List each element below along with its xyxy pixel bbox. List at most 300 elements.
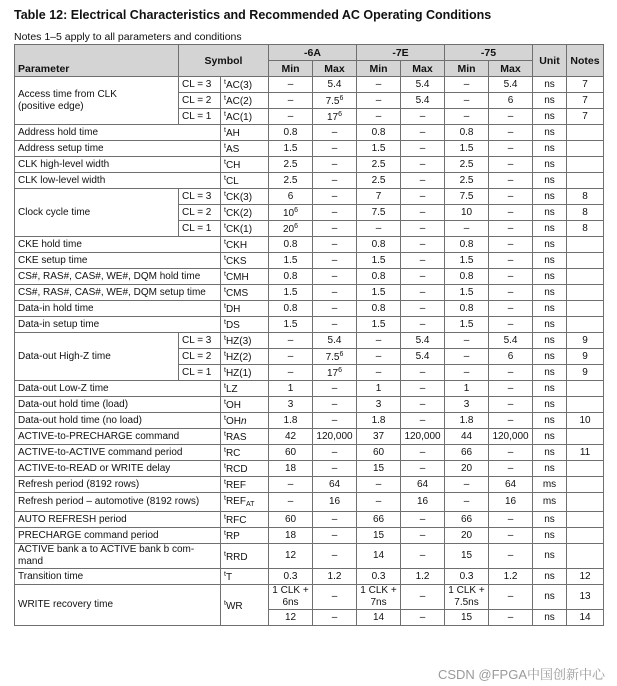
value-cell: – <box>357 493 401 512</box>
parameter-cell <box>15 544 221 569</box>
unit-cell: ns <box>533 189 567 205</box>
notes-cell <box>567 528 604 544</box>
symbol-cell: $^t$REF <box>221 477 269 493</box>
symbol-cell: $^t$WR <box>221 585 269 626</box>
notes-cell: 7 <box>567 93 604 109</box>
table-row <box>15 189 604 205</box>
parameter-cell: CLK low-level width <box>15 173 221 189</box>
parameter-cell: Transition time <box>15 569 221 585</box>
value-cell: 16 <box>489 493 533 512</box>
value-cell: 5.4 <box>489 77 533 93</box>
symbol-cell: $^t$RCD <box>221 461 269 477</box>
table-row <box>15 333 604 349</box>
cas-latency-cell: CL = 1 <box>179 221 221 237</box>
unit-cell: ns <box>533 445 567 461</box>
value-cell: – <box>489 413 533 429</box>
value-cell: – <box>269 477 313 493</box>
value-cell: – <box>489 157 533 173</box>
value-cell: – <box>445 77 489 93</box>
notes-cell: 9 <box>567 349 604 365</box>
notes-cell: 9 <box>567 365 604 381</box>
value-cell: – <box>489 512 533 528</box>
value-cell: 1.2 <box>313 569 357 585</box>
table-row <box>15 317 604 333</box>
unit-cell: ns <box>533 301 567 317</box>
value-cell: 18 <box>269 528 313 544</box>
unit-cell: ns <box>533 125 567 141</box>
unit-cell: ns <box>533 381 567 397</box>
value-cell: 5.4 <box>401 93 445 109</box>
value-cell: – <box>401 461 445 477</box>
unit-cell: ns <box>533 157 567 173</box>
value-cell: 1.5 <box>357 141 401 157</box>
value-cell: – <box>445 333 489 349</box>
value-cell: – <box>445 493 489 512</box>
value-cell: 18 <box>269 461 313 477</box>
unit-cell: ns <box>533 237 567 253</box>
symbol-cell: $^t$CMS <box>221 285 269 301</box>
parameter-cell: CS#, RAS#, CAS#, WE#, DQM setup time <box>15 285 221 301</box>
footnote-ref: 6 <box>338 111 343 118</box>
value-cell: 1.2 <box>401 569 445 585</box>
value-cell: 15 <box>445 544 489 569</box>
value-cell: – <box>489 141 533 157</box>
table-row <box>15 301 604 317</box>
notes-cell <box>567 461 604 477</box>
value-cell: 2.5 <box>269 173 313 189</box>
value-cell: 15 <box>357 461 401 477</box>
value-line: 7.5ns <box>454 597 479 608</box>
value-cell: 0.8 <box>269 301 313 317</box>
symbol-cell: $^t$AC(3) <box>221 77 269 93</box>
symbol-prefix: t <box>224 383 226 390</box>
value-cell: – <box>489 301 533 317</box>
value-cell: 2.5 <box>269 157 313 173</box>
value-cell: 16 <box>313 493 357 512</box>
parameter-cell: PRECHARGE command period <box>15 528 221 544</box>
symbol-cell: $^t$CK(1) <box>221 221 269 237</box>
value-cell: – <box>313 544 357 569</box>
parameter-cell: WRITE recovery time <box>15 585 221 626</box>
cas-latency-cell: CL = 3 <box>179 189 221 205</box>
electrical-characteristics-table <box>14 44 604 626</box>
value-cell: – <box>489 544 533 569</box>
value-cell: – <box>489 365 533 381</box>
value-cell: – <box>401 253 445 269</box>
unit-cell: ns <box>533 610 567 626</box>
value-cell: – <box>313 512 357 528</box>
value-cell: – <box>401 157 445 173</box>
symbol-cell: $^t$AC(1) <box>221 109 269 125</box>
value-cell: – <box>489 445 533 461</box>
notes-cell <box>567 397 604 413</box>
notes-cell <box>567 512 604 528</box>
table-row <box>15 445 604 461</box>
notes-cell: 14 <box>567 610 604 626</box>
value-cell: 20 <box>445 461 489 477</box>
value-cell: – <box>401 205 445 221</box>
value-cell: – <box>269 365 313 381</box>
value-cell: 1.2 <box>489 569 533 585</box>
symbol-prefix: t <box>224 143 226 150</box>
value-cell: 1.8 <box>269 413 313 429</box>
symbol-cell: $^t$RFC <box>221 512 269 528</box>
symbol-prefix: t <box>224 514 226 521</box>
footnote-ref: 6 <box>294 223 299 230</box>
value-cell: 42 <box>269 429 313 445</box>
parameter-cell: Clock cycle time <box>15 189 179 237</box>
value-cell: 1.5 <box>445 317 489 333</box>
value-cell: – <box>401 173 445 189</box>
symbol-prefix: t <box>224 335 226 342</box>
header-grade-6a: -6A <box>269 45 357 61</box>
value-cell: 64 <box>489 477 533 493</box>
table-row <box>15 237 604 253</box>
unit-cell: ns <box>533 365 567 381</box>
unit-cell: ns <box>533 528 567 544</box>
table-row <box>15 512 604 528</box>
value-cell: 60 <box>269 512 313 528</box>
value-cell <box>445 585 489 610</box>
notes-cell: 12 <box>567 569 604 585</box>
value-cell: – <box>401 317 445 333</box>
value-cell: 2.5 <box>357 157 401 173</box>
notes-cell <box>567 269 604 285</box>
value-cell: – <box>489 109 533 125</box>
value-cell: – <box>269 493 313 512</box>
value-cell: – <box>489 221 533 237</box>
notes-cell <box>567 173 604 189</box>
symbol-prefix: t <box>224 159 226 166</box>
symbol-cell: $^t$CKH <box>221 237 269 253</box>
value-cell: $17^6$ <box>313 365 357 381</box>
value-cell: – <box>489 125 533 141</box>
value-cell: 3 <box>445 397 489 413</box>
parameter-cell: Data-in hold time <box>15 301 221 317</box>
notes-cell <box>567 285 604 301</box>
symbol-prefix: t <box>224 367 226 374</box>
value-cell: – <box>401 397 445 413</box>
symbol-cell: $^t$CK(3) <box>221 189 269 205</box>
notes-line: Notes 1–5 apply to all parameters and conditions <box>14 31 242 43</box>
unit-cell: ns <box>533 512 567 528</box>
value-cell: – <box>401 189 445 205</box>
value-line: 6ns <box>282 597 299 608</box>
unit-cell: ns <box>533 585 567 610</box>
symbol-prefix: t <box>224 175 226 182</box>
value-cell <box>567 544 604 569</box>
value-cell: 0.3 <box>445 569 489 585</box>
value-cell: 1.5 <box>269 141 313 157</box>
parameter-line: (positive edge) <box>18 100 84 112</box>
unit-cell: ms <box>533 493 567 512</box>
value-cell: 1.5 <box>357 317 401 333</box>
symbol-prefix: t <box>224 571 226 578</box>
value-cell: – <box>357 221 401 237</box>
value-cell: 1.8 <box>445 413 489 429</box>
value-cell: 14 <box>357 610 401 626</box>
value-cell: – <box>357 365 401 381</box>
unit-cell: ns <box>533 109 567 125</box>
value-cell: – <box>313 141 357 157</box>
symbol-prefix: t <box>224 415 226 422</box>
unit-cell: ns <box>533 141 567 157</box>
value-cell: 12 <box>269 544 313 569</box>
symbol-prefix: t <box>224 223 226 230</box>
symbol-cell: $^tREF_{AT}$ <box>221 493 269 512</box>
symbol-cell: $^t$AC(2) <box>221 93 269 109</box>
value-cell: – <box>313 253 357 269</box>
unit-cell: ns <box>533 429 567 445</box>
notes-cell: 8 <box>567 205 604 221</box>
value-cell: 5.4 <box>401 349 445 365</box>
value-cell: 1.5 <box>445 285 489 301</box>
value-cell: 0.8 <box>357 301 401 317</box>
table-row <box>15 569 604 585</box>
unit-cell: ns <box>533 333 567 349</box>
table-row <box>15 381 604 397</box>
value-cell: – <box>313 585 357 610</box>
value-cell: – <box>313 610 357 626</box>
notes-cell: 10 <box>567 413 604 429</box>
value-cell: – <box>445 349 489 365</box>
value-cell: – <box>401 221 445 237</box>
value-cell: – <box>445 221 489 237</box>
parameter-cell: AUTO REFRESH period <box>15 512 221 528</box>
notes-cell: 9 <box>567 333 604 349</box>
value-cell: – <box>489 205 533 221</box>
value-cell: – <box>401 269 445 285</box>
header-max: Max <box>401 61 445 77</box>
notes-cell <box>567 237 604 253</box>
value-cell: 120,000 <box>489 429 533 445</box>
notes-cell: 7 <box>567 109 604 125</box>
table-row <box>15 585 604 610</box>
symbol-prefix: t <box>224 351 226 358</box>
parameter-cell: Address hold time <box>15 125 221 141</box>
value-cell: $10^6$ <box>269 205 313 221</box>
value-cell: 7.5 <box>357 205 401 221</box>
notes-cell <box>567 125 604 141</box>
symbol-cell: $^t$RAS <box>221 429 269 445</box>
value-cell: 1.5 <box>269 253 313 269</box>
notes-cell <box>567 157 604 173</box>
value-line: 7ns <box>370 597 387 608</box>
value-cell: $20^6$ <box>269 221 313 237</box>
cas-latency-cell: CL = 1 <box>179 109 221 125</box>
value-cell: – <box>357 333 401 349</box>
value-cell: – <box>269 77 313 93</box>
value-cell: 5.4 <box>313 333 357 349</box>
value-cell: 0.8 <box>445 301 489 317</box>
value-cell: – <box>313 237 357 253</box>
value-cell: 16 <box>401 493 445 512</box>
value-cell: – <box>313 445 357 461</box>
notes-cell <box>567 477 604 493</box>
value-cell: – <box>489 189 533 205</box>
header-min: Min <box>269 61 313 77</box>
table-row <box>15 413 604 429</box>
value-cell: – <box>313 173 357 189</box>
symbol-prefix: t <box>224 495 226 502</box>
value-cell: – <box>401 285 445 301</box>
value-cell: 2.5 <box>357 173 401 189</box>
notes-cell: 8 <box>567 189 604 205</box>
symbol-prefix: t <box>224 479 226 486</box>
parameter-cell: Data-out High-Z time <box>15 333 179 381</box>
symbol-prefix: t <box>224 95 226 102</box>
value-cell: – <box>489 317 533 333</box>
value-cell: – <box>401 125 445 141</box>
value-cell <box>357 585 401 610</box>
footnote-ref: 6 <box>339 95 344 102</box>
parameter-cell: Address setup time <box>15 141 221 157</box>
value-cell <box>269 585 313 610</box>
value-cell: 2.5 <box>445 157 489 173</box>
notes-cell: 13 <box>567 585 604 610</box>
parameter-cell: Refresh period – automotive (8192 rows) <box>15 493 221 512</box>
value-cell: 64 <box>401 477 445 493</box>
value-cell: 5.4 <box>313 77 357 93</box>
table-row <box>15 528 604 544</box>
cas-latency-cell: CL = 2 <box>179 349 221 365</box>
value-cell: 64 <box>313 477 357 493</box>
value-cell: – <box>357 349 401 365</box>
table-row <box>15 493 604 512</box>
symbol-prefix: t <box>224 127 226 134</box>
table-row <box>15 253 604 269</box>
unit-cell: ns <box>533 461 567 477</box>
parameter-cell: Data-out hold time (no load) <box>15 413 221 429</box>
unit-cell: ns <box>533 221 567 237</box>
value-cell: 3 <box>269 397 313 413</box>
symbol-prefix: t <box>224 207 226 214</box>
notes-cell <box>567 429 604 445</box>
value-cell: 1 <box>445 381 489 397</box>
cas-latency-cell: CL = 1 <box>179 365 221 381</box>
value-cell: – <box>445 365 489 381</box>
table-row <box>15 157 604 173</box>
value-cell: 0.3 <box>357 569 401 585</box>
parameter-cell <box>15 77 179 125</box>
value-cell: – <box>313 269 357 285</box>
value-cell: – <box>313 189 357 205</box>
value-cell: 44 <box>445 429 489 445</box>
value-cell: 0.8 <box>357 125 401 141</box>
parameter-cell: Refresh period (8192 rows) <box>15 477 221 493</box>
value-cell: – <box>313 125 357 141</box>
symbol-prefix: t <box>224 239 226 246</box>
symbol-cell: $^t$AS <box>221 141 269 157</box>
value-cell: $7.5^6$ <box>313 349 357 365</box>
unit-cell: ns <box>533 269 567 285</box>
symbol-prefix: t <box>224 191 226 198</box>
value-cell: 5.4 <box>489 333 533 349</box>
value-cell: – <box>269 93 313 109</box>
value-cell: 15 <box>445 610 489 626</box>
header-row-speed-grades <box>15 45 604 61</box>
table-title: Table 12: Electrical Characteristics and Recommended AC Operating Conditions <box>14 8 492 22</box>
notes-cell <box>567 381 604 397</box>
value-cell: 0.3 <box>269 569 313 585</box>
value-cell: – <box>401 301 445 317</box>
parameter-cell: Data-out hold time (load) <box>15 397 221 413</box>
value-cell: – <box>489 461 533 477</box>
value-cell: 1.5 <box>269 317 313 333</box>
value-cell: – <box>313 301 357 317</box>
symbol-cell: $^t$RRD <box>221 544 269 569</box>
value-cell: – <box>401 544 445 569</box>
value-cell: 37 <box>357 429 401 445</box>
value-cell: 7 <box>357 189 401 205</box>
value-cell: – <box>489 528 533 544</box>
value-cell: – <box>401 610 445 626</box>
symbol-cell: $^t$CKS <box>221 253 269 269</box>
value-cell: 60 <box>269 445 313 461</box>
value-cell: – <box>313 285 357 301</box>
unit-cell: ns <box>533 349 567 365</box>
table-row <box>15 544 604 569</box>
value-cell: – <box>401 585 445 610</box>
symbol-cell: $^t$HZ(2) <box>221 349 269 365</box>
parameter-line: Access time from CLK <box>18 88 117 100</box>
cas-latency-cell: CL = 2 <box>179 93 221 109</box>
value-cell: – <box>313 413 357 429</box>
header-min: Min <box>357 61 401 77</box>
value-cell: 0.8 <box>445 269 489 285</box>
value-cell: 120,000 <box>313 429 357 445</box>
notes-cell: 11 <box>567 445 604 461</box>
unit-cell: ns <box>533 413 567 429</box>
value-line: 1 CLK + <box>448 585 485 596</box>
symbol-prefix: t <box>224 550 226 558</box>
value-cell: – <box>401 109 445 125</box>
symbol-prefix: t <box>224 111 226 118</box>
value-cell: – <box>401 528 445 544</box>
value-cell: – <box>401 512 445 528</box>
parameter-cell: ACTIVE-to-ACTIVE command period <box>15 445 221 461</box>
header-unit: Unit <box>533 45 567 77</box>
header-max: Max <box>313 61 357 77</box>
unit-cell: ns <box>533 317 567 333</box>
table-row <box>15 77 604 93</box>
value-cell: – <box>489 585 533 610</box>
value-cell: 15 <box>357 528 401 544</box>
value-cell: – <box>313 397 357 413</box>
value-cell: 0.8 <box>269 125 313 141</box>
header-grade-75: -75 <box>445 45 533 61</box>
value-cell: 0.8 <box>445 237 489 253</box>
value-cell: – <box>489 285 533 301</box>
value-cell: 7.5 <box>445 189 489 205</box>
unit-cell: ns <box>533 544 567 569</box>
value-cell: – <box>269 109 313 125</box>
header-min: Min <box>445 61 489 77</box>
value-cell: – <box>401 365 445 381</box>
value-cell: – <box>401 381 445 397</box>
symbol-cell: $^t$AH <box>221 125 269 141</box>
symbol-cell: $^t$OH <box>221 397 269 413</box>
cas-latency-cell: CL = 3 <box>179 333 221 349</box>
footnote-ref: 6 <box>338 367 343 374</box>
value-cell: 0.8 <box>357 269 401 285</box>
value-cell: 1.5 <box>357 285 401 301</box>
value-cell: 6 <box>269 189 313 205</box>
parameter-cell: CLK high-level width <box>15 157 221 173</box>
symbol-cell: $^t$HZ(3) <box>221 333 269 349</box>
value-cell: 5.4 <box>401 333 445 349</box>
value-cell: – <box>313 221 357 237</box>
